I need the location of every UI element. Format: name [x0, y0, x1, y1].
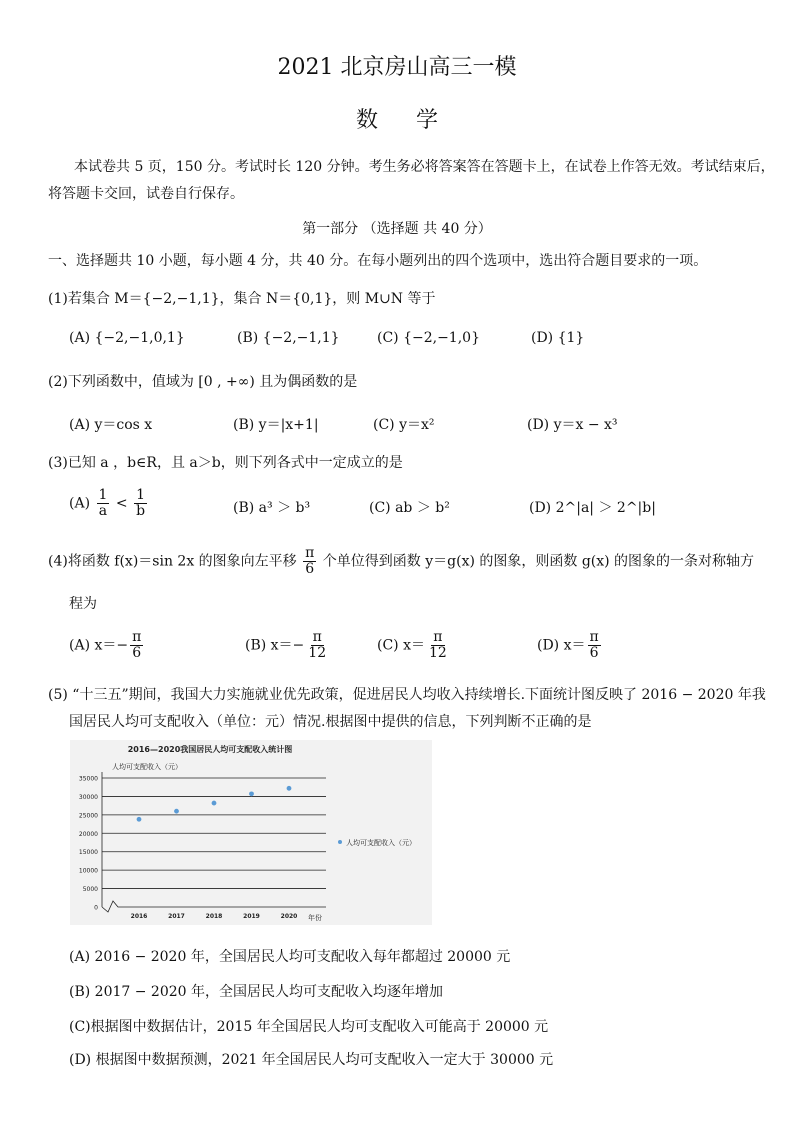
q4-stem	[48, 546, 754, 577]
q4-option-c-fraction	[427, 630, 449, 661]
income-chart-svg	[70, 740, 432, 925]
q4-option-c	[377, 630, 451, 661]
q4-option-b-fraction	[306, 630, 328, 661]
chart-y-tick-label: 25000	[78, 812, 98, 820]
q3-option-a	[69, 488, 149, 519]
q4-option-b	[245, 630, 330, 661]
chart-x-tick-label: 2016	[130, 913, 148, 920]
income-chart	[70, 740, 432, 925]
q4-stem-post: 个单位得到函数 y＝g(x) 的图象，则函数 g(x) 的图象的一条对称轴方	[322, 553, 755, 570]
chart-y-label: 人均可支配收入（元）	[112, 763, 182, 771]
chart-data-point	[212, 801, 217, 806]
chart-x-tick-label: 2020	[280, 913, 298, 920]
chart-title: 2016—2020我国居民人均可支配收入统计图	[127, 745, 293, 754]
chart-y-tick-label: 5000	[82, 886, 98, 894]
q3-option-a-rhs-fraction	[134, 488, 147, 519]
q4-stem-line-2: 程为	[69, 596, 97, 612]
chart-legend-marker	[338, 840, 342, 844]
fraction-numerator: π	[312, 629, 322, 645]
fraction-numerator: π	[433, 629, 443, 645]
q1-option-c: (C) {−2,−1,0}	[377, 330, 480, 346]
chart-y-tick-label: 0	[94, 904, 98, 912]
q4-option-a-pre: (A) x＝−	[69, 637, 129, 654]
q3-option-c: (C) ab ＞ b²	[369, 500, 450, 516]
chart-plot-area	[79, 772, 326, 920]
chart-data-point	[287, 786, 292, 791]
q5-option-a: (A) 2016 − 2020 年，全国居民人均可支配收入每年都超过 20000 元	[69, 949, 511, 965]
fraction-denominator: a	[98, 503, 108, 519]
chart-y-tick-label: 10000	[78, 867, 98, 875]
fraction-denominator: 6	[305, 561, 315, 577]
chart-legend-label: 人均可支配收入（元）	[346, 839, 416, 847]
q4-option-c-pre: (C) x＝	[377, 637, 425, 654]
q5-option-b: (B) 2017 − 2020 年，全国居民人均可支配收入均逐年增加	[69, 984, 443, 1000]
q2-option-a: (A) y＝cos x	[69, 417, 153, 433]
q1-option-a: (A) {−2,−1,0,1}	[69, 330, 185, 346]
q4-option-d	[537, 630, 603, 661]
q4-stem-fraction	[303, 546, 316, 577]
fraction-denominator: 12	[428, 645, 447, 661]
q3-stem: (3)已知 a ，b∈R，且 a＞b，则下列各式中一定成立的是	[48, 455, 403, 471]
fraction-numerator: 1	[98, 487, 108, 503]
chart-x-tick-label: 2017	[168, 913, 185, 920]
q2-option-b: (B) y＝|x+1|	[233, 417, 319, 433]
q5-stem-line-2: 国居民人均可支配收入（单位：元）情况.根据图中提供的信息，下列判断不正确的是	[69, 714, 592, 730]
chart-data-point	[174, 809, 179, 814]
q5-stem-line-1: (5) “十三五”期间，我国大力实施就业优先政策，促进居民人均收入持续增长.下面统计图反映了 2016 − 2020 年我	[48, 687, 766, 703]
q3-option-a-lhs-fraction	[97, 488, 110, 519]
chart-y-tick-label: 30000	[78, 793, 98, 801]
chart-x-axis	[102, 901, 326, 912]
paper-title: 2021 北京房山高三一模	[277, 55, 517, 80]
q3-option-a-label: (A)	[69, 495, 91, 512]
part1-heading: 第一部分 （选择题 共 40 分）	[302, 221, 492, 237]
q3-option-d: (D) 2^|a| ＞ 2^|b|	[529, 500, 656, 516]
q3-option-a-relation: <	[115, 495, 128, 512]
q1-stem: (1)若集合 M＝{−2,−1,1}，集合 N＝{0,1}，则 M∪N 等于	[48, 291, 436, 307]
q4-stem-pre: (4)将函数 f(x)＝sin 2x 的图象向左平移	[48, 553, 297, 570]
fraction-numerator: π	[305, 545, 315, 561]
intro-line-1: 本试卷共 5 页，150 分。考试时长 120 分钟。考生务必将答案答在答题卡上，在试卷上作答无效。考试结束后，	[74, 159, 775, 175]
q4-option-b-pre: (B) x＝−	[245, 637, 305, 654]
fraction-numerator: 1	[136, 487, 145, 503]
fraction-denominator: 6	[132, 645, 142, 661]
q4-option-d-fraction	[588, 630, 601, 661]
fraction-numerator: π	[589, 629, 599, 645]
chart-x-label: 年份	[308, 914, 322, 922]
fraction-denominator: 6	[589, 645, 599, 661]
q3-option-b: (B) a³ ＞ b³	[233, 500, 311, 516]
fraction-numerator: π	[132, 629, 142, 645]
q2-option-d: (D) y＝x − x³	[527, 417, 618, 433]
fraction-denominator: b	[136, 503, 146, 519]
intro-line-2: 将答题卡交回，试卷自行保存。	[48, 186, 244, 202]
q4-option-d-pre: (D) x＝	[537, 637, 586, 654]
chart-y-tick-label: 15000	[78, 849, 98, 857]
q2-option-c: (C) y＝x²	[373, 417, 435, 433]
chart-x-tick-label: 2018	[205, 913, 223, 920]
subject-title: 数学	[355, 108, 476, 133]
q5-option-c: (C)根据图中数据估计，2015 年全国居民人均可支配收入可能高于 20000 元	[69, 1019, 549, 1035]
chart-data-point	[249, 791, 254, 796]
chart-y-tick-label: 35000	[78, 775, 98, 783]
chart-x-tick-label: 2019	[243, 913, 260, 920]
q4-option-a-fraction	[130, 630, 143, 661]
q1-option-b: (B) {−2,−1,1}	[237, 330, 340, 346]
q2-stem: (2)下列函数中，值域为 [0 , +∞) 且为偶函数的是	[48, 374, 358, 390]
fraction-denominator: 12	[308, 645, 327, 661]
q1-option-d: (D) {1}	[531, 330, 585, 346]
q5-option-d: (D) 根据图中数据预测，2021 年全国居民人均可支配收入一定大于 30000 元	[69, 1052, 554, 1068]
chart-data-point	[137, 817, 142, 822]
q4-option-a	[69, 630, 145, 661]
part1-instructions: 一、选择题共 10 小题，每小题 4 分，共 40 分。在每小题列出的四个选项中，选出符合题目要求的一项。	[48, 253, 708, 269]
chart-y-tick-label: 20000	[78, 830, 98, 838]
